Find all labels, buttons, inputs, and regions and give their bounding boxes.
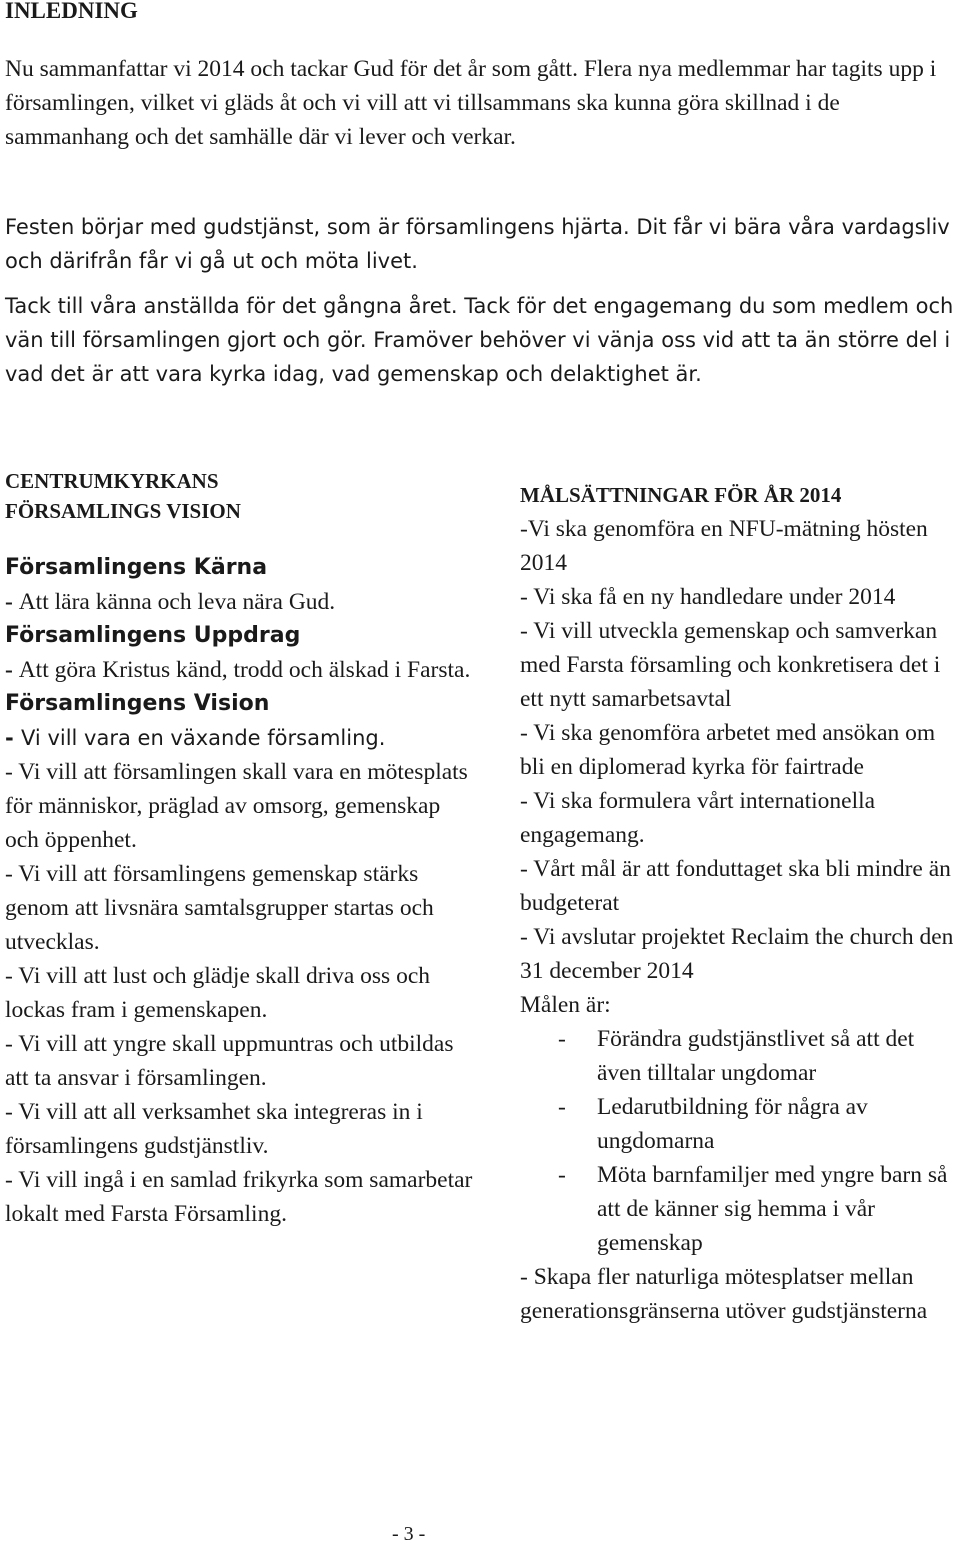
vision-column <box>5 466 475 1231</box>
goal-item: - Vårt mål är att fonduttaget ska bli mindre än budgeterat <box>520 856 951 916</box>
goal-item: - Vi ska formulera vårt internationella engagemang. <box>520 788 876 848</box>
vision-item: - Vi vill att församlingen skall vara en mötesplats för människor, präglad av omsorg, gemenskap och öppenhet. <box>5 759 468 853</box>
vision-heading: Församlingens Vision <box>5 691 270 716</box>
vision-item: - Vi vill ingå i en samlad frikyrka som samarbetar lokalt med Farsta Församling. <box>5 1167 473 1227</box>
core-statement: - Att lära känna och leva nära Gud. <box>5 589 336 615</box>
core-text: Att lära känna och leva nära Gud. <box>18 589 336 615</box>
goal-final-item: - Skapa fler naturliga mötesplatser mellan generationsgränserna utöver gudstjänsterna <box>520 1264 928 1324</box>
vision-title-line-1: CENTRUMKYRKANS <box>5 469 219 493</box>
mission-statement: - Att göra Kristus känd, trodd och älskad i Farsta. <box>5 657 471 683</box>
vision-item: - Vi vill att all verksamhet ska integreras in i församlingens gudstjänstliv. <box>5 1099 423 1159</box>
vision-item: - Vi vill att yngre skall uppmuntras och utbildas att ta ansvar i församlingen. <box>5 1031 454 1091</box>
mission-heading: Församlingens Uppdrag <box>5 623 301 648</box>
page-heading: INLEDNING <box>5 0 138 23</box>
target-item <box>520 1158 960 1260</box>
page-number: - 3 - <box>392 1523 426 1545</box>
goal-item: - Vi avslutar projektet Reclaim the church den 31 december 2014 <box>520 924 954 984</box>
target-item <box>520 1090 960 1158</box>
vision-statement: - Vi vill vara en växande församling. <box>5 726 386 750</box>
intro-paragraph-3: Tack till våra anställda för det gångna året. Tack för det engagemang du som medlem och vän till församlingen gjort och gör. Framöver behöver vi vänja oss vid att ta än större del i vad det är att vara kyrka idag, vad gemenskap och delaktighet är. <box>5 294 954 386</box>
target-text: Ledarutbildning för några av ungdomarna <box>597 1094 868 1154</box>
targets-label: Målen är: <box>520 992 611 1018</box>
intro-paragraph-2: Festen börjar med gudstjänst, som är församlingens hjärta. Dit får vi bära våra vardagsliv och därifrån får vi gå ut och möta livet. <box>5 215 950 273</box>
goals-column <box>520 478 960 1328</box>
target-dash: - <box>558 1162 566 1188</box>
vision-item: - Vi vill att församlingens gemenskap stärks genom att livsnära samtalsgrupper startas och utvecklas. <box>5 861 434 955</box>
target-text: Möta barnfamiljer med yngre barn så att de känner sig hemma i vår gemenskap <box>597 1162 948 1256</box>
target-text: Förändra gudstjänstlivet så att det även tilltalar ungdomar <box>597 1026 915 1086</box>
goal-item: -Vi ska genomföra en NFU-mätning hösten 2014 <box>520 516 928 576</box>
target-item <box>520 1022 960 1090</box>
core-heading: Församlingens Kärna <box>5 555 268 580</box>
vision-text: Vi vill vara en växande församling. <box>21 726 386 750</box>
intro-paragraph-1: Nu sammanfattar vi 2014 och tackar Gud för det år som gått. Flera nya medlemmar har tagits upp i församlingen, vilket vi gläds åt och vi vill att vi tillsammans ska kunna göra skillnad i de sammanhang och det samhälle där vi lever och verkar. <box>5 56 937 150</box>
goal-item: - Vi vill utveckla gemenskap och samverkan med Farsta församling och konkretisera det i ett nytt samarbetsavtal <box>520 618 941 712</box>
target-dash: - <box>558 1094 566 1120</box>
goal-item: - Vi ska genomföra arbetet med ansökan om bli en diplomerad kyrka för fairtrade <box>520 720 936 780</box>
goal-item: - Vi ska få en ny handledare under 2014 <box>520 584 896 610</box>
mission-text: Att göra Kristus känd, trodd och älskad i Farsta. <box>18 657 471 683</box>
vision-title <box>5 466 475 526</box>
vision-title-line-2: FÖRSAMLINGS VISION <box>5 499 241 523</box>
target-dash: - <box>558 1026 566 1052</box>
vision-item: - Vi vill att lust och glädje skall driva oss och lockas fram i gemenskapen. <box>5 963 431 1023</box>
goals-title: MÅLSÄTTNINGAR FÖR ÅR 2014 <box>520 483 842 507</box>
